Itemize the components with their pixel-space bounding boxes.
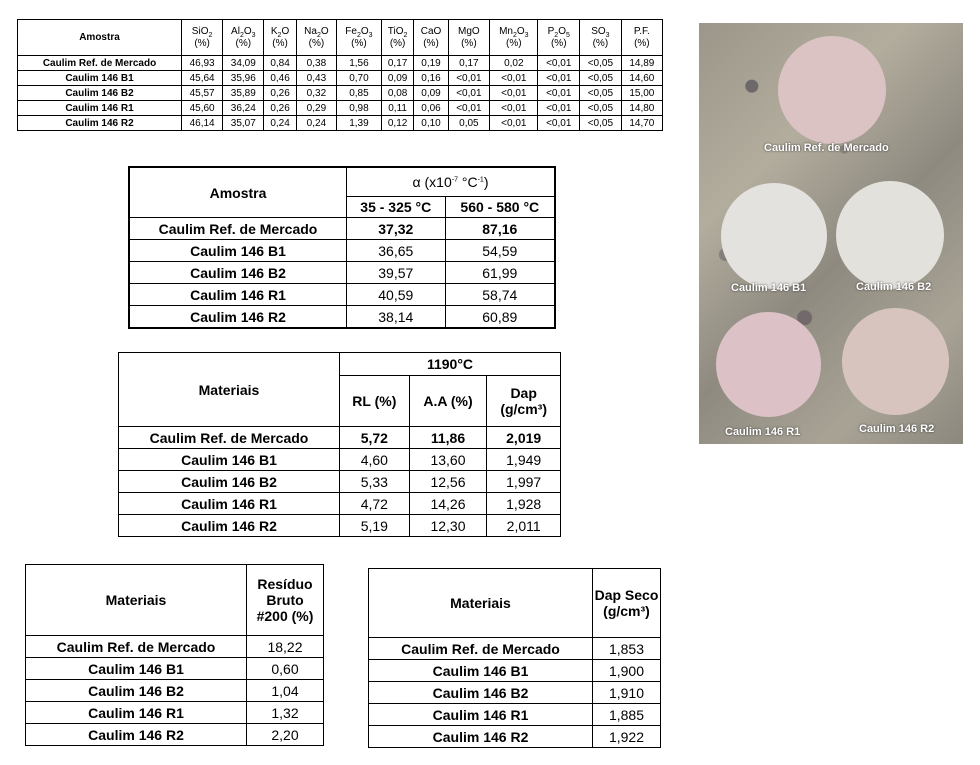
alpha-header-coefficient: α ($x10^{-7}$ $^\circ C^{-1}$) xyxy=(347,167,556,197)
composition-cell: 45,64 xyxy=(182,71,223,86)
composition-cell: 0,10 xyxy=(414,116,448,131)
sample-disc-b2 xyxy=(836,181,944,289)
composition-row-name: Caulim 146 B1 xyxy=(18,71,182,86)
alpha-cell-range-2: 87,16 xyxy=(445,218,555,240)
residue-row xyxy=(26,724,324,746)
firing-cell-rl: 5,33 xyxy=(340,471,410,493)
composition-row-name: Caulim Ref. de Mercado xyxy=(18,56,182,71)
composition-header-row xyxy=(18,20,663,56)
residue-cell-value: 2,20 xyxy=(247,724,324,746)
firing-header-temperature: 1190°C xyxy=(340,353,561,376)
composition-cell: 0,43 xyxy=(296,71,336,86)
col-al2o3: $Al_2O_3$ (%) xyxy=(223,20,264,56)
composition-cell: 0,70 xyxy=(337,71,382,86)
composition-cell: 0,98 xyxy=(337,101,382,116)
col-tio2: TiO$_2$ (%) xyxy=(381,20,414,56)
residue-row xyxy=(26,636,324,658)
dry-density-row-name: Caulim 146 R1 xyxy=(369,704,593,726)
dry-density-row-name: Caulim Ref. de Mercado xyxy=(369,638,593,660)
composition-cell: 35,96 xyxy=(223,71,264,86)
composition-cell: 0,19 xyxy=(414,56,448,71)
dry-density-row-name: Caulim 146 B1 xyxy=(369,660,593,682)
alpha-cell-range-1: 40,59 xyxy=(347,284,446,306)
alpha-cell-range-1: 37,32 xyxy=(347,218,446,240)
composition-cell: <0,01 xyxy=(490,86,538,101)
residue-row-name: Caulim 146 R2 xyxy=(26,724,247,746)
dry-density-header-materiais: Materiais xyxy=(369,569,593,638)
alpha-row xyxy=(129,262,555,284)
firing-cell-rl: 4,72 xyxy=(340,493,410,515)
composition-cell: 0,85 xyxy=(337,86,382,101)
dry-density-row xyxy=(369,660,661,682)
composition-cell: 0,02 xyxy=(490,56,538,71)
composition-cell: 0,29 xyxy=(296,101,336,116)
composition-cell: <0,01 xyxy=(490,71,538,86)
firing-row-name: Caulim 146 B2 xyxy=(119,471,340,493)
firing-cell-aa: 13,60 xyxy=(409,449,487,471)
composition-cell: 0,84 xyxy=(264,56,296,71)
alpha-cell-range-2: 54,59 xyxy=(445,240,555,262)
composition-row xyxy=(18,116,663,131)
dry-density-cell-value: 1,885 xyxy=(593,704,661,726)
composition-cell: 14,80 xyxy=(621,101,662,116)
firing-header-materiais: Materiais xyxy=(119,353,340,427)
dry-density-table xyxy=(368,568,661,748)
firing-row xyxy=(119,449,561,471)
composition-cell: 0,09 xyxy=(414,86,448,101)
composition-cell: <0,05 xyxy=(580,116,622,131)
firing-row xyxy=(119,515,561,537)
firing-cell-aa: 14,26 xyxy=(409,493,487,515)
alpha-row-name: Caulim 146 R2 xyxy=(129,306,347,329)
composition-cell: 14,70 xyxy=(621,116,662,131)
firing-row xyxy=(119,427,561,449)
alpha-cell-range-1: 38,14 xyxy=(347,306,446,329)
composition-header-amostra: Amostra xyxy=(18,20,182,56)
alpha-row-name: Caulim 146 R1 xyxy=(129,284,347,306)
col-so3: $SO_3$ (%) xyxy=(580,20,622,56)
alpha-row xyxy=(129,240,555,262)
firing-col-dap: Dap (g/cm³) xyxy=(487,376,561,427)
firing-cell-dap: 2,019 xyxy=(487,427,561,449)
dry-density-cell-value: 1,910 xyxy=(593,682,661,704)
firing-col-rl: RL (%) xyxy=(340,376,410,427)
composition-cell: <0,01 xyxy=(538,86,580,101)
composition-row xyxy=(18,56,663,71)
alpha-col-range-2: 560 - 580 °C xyxy=(445,197,555,218)
alpha-cell-range-1: 39,57 xyxy=(347,262,446,284)
composition-cell: 35,07 xyxy=(223,116,264,131)
dry-density-header-row xyxy=(369,569,661,638)
alpha-cell-range-2: 60,89 xyxy=(445,306,555,329)
composition-cell: 14,89 xyxy=(621,56,662,71)
residue-header-materiais: Materiais xyxy=(26,565,247,636)
composition-cell: <0,01 xyxy=(490,116,538,131)
dry-density-cell-value: 1,922 xyxy=(593,726,661,748)
composition-cell: <0,05 xyxy=(580,56,622,71)
dry-density-cell-value: 1,853 xyxy=(593,638,661,660)
firing-cell-rl: 5,19 xyxy=(340,515,410,537)
composition-cell: <0,01 xyxy=(448,71,490,86)
alpha-row xyxy=(129,284,555,306)
residue-row xyxy=(26,658,324,680)
dry-density-row xyxy=(369,682,661,704)
composition-row-name: Caulim 146 B2 xyxy=(18,86,182,101)
composition-cell: <0,01 xyxy=(448,86,490,101)
sample-label-b2: Caulim 146 B2 xyxy=(856,281,932,293)
composition-cell: <0,01 xyxy=(448,101,490,116)
composition-cell: <0,05 xyxy=(580,101,622,116)
residue-header-row xyxy=(26,565,324,636)
residue-row xyxy=(26,702,324,724)
composition-cell: 45,60 xyxy=(182,101,223,116)
alpha-cell-range-1: 36,65 xyxy=(347,240,446,262)
dry-density-row-name: Caulim 146 R2 xyxy=(369,726,593,748)
alpha-row-name: Caulim 146 B2 xyxy=(129,262,347,284)
composition-cell: <0,05 xyxy=(580,86,622,101)
composition-cell: 46,93 xyxy=(182,56,223,71)
samples-photo xyxy=(699,23,963,444)
composition-cell: 0,06 xyxy=(414,101,448,116)
composition-row xyxy=(18,101,663,116)
firing-cell-rl: 5,72 xyxy=(340,427,410,449)
firing-row-name: Caulim 146 B1 xyxy=(119,449,340,471)
composition-cell: <0,01 xyxy=(538,101,580,116)
composition-cell: <0,05 xyxy=(580,71,622,86)
firing-cell-dap: 1,928 xyxy=(487,493,561,515)
dry-density-cell-value: 1,900 xyxy=(593,660,661,682)
composition-cell: 0,32 xyxy=(296,86,336,101)
residue-row-name: Caulim 146 B1 xyxy=(26,658,247,680)
composition-cell: 0,24 xyxy=(264,116,296,131)
sample-disc-r1 xyxy=(716,312,821,417)
alpha-table xyxy=(128,166,556,329)
composition-cell: 36,24 xyxy=(223,101,264,116)
composition-cell: 0,16 xyxy=(414,71,448,86)
residue-cell-value: 0,60 xyxy=(247,658,324,680)
composition-cell: 15,00 xyxy=(621,86,662,101)
alpha-row xyxy=(129,306,555,329)
composition-cell: 0,05 xyxy=(448,116,490,131)
composition-cell: 14,60 xyxy=(621,71,662,86)
firing-row xyxy=(119,493,561,515)
composition-cell: 1,39 xyxy=(337,116,382,131)
composition-cell: 0,24 xyxy=(296,116,336,131)
firing-col-aa: A.A (%) xyxy=(409,376,487,427)
firing-header-row-1 xyxy=(119,353,561,376)
col-fe2o3: $Fe_2O_3$ (%) xyxy=(337,20,382,56)
composition-row-name: Caulim 146 R1 xyxy=(18,101,182,116)
dry-density-row xyxy=(369,726,661,748)
composition-cell: 0,12 xyxy=(381,116,414,131)
composition-table xyxy=(17,19,663,131)
dry-density-row xyxy=(369,704,661,726)
firing-cell-dap: 1,997 xyxy=(487,471,561,493)
residue-row xyxy=(26,680,324,702)
firing-cell-rl: 4,60 xyxy=(340,449,410,471)
sample-label-ref: Caulim Ref. de Mercado xyxy=(764,142,889,154)
firing-cell-dap: 1,949 xyxy=(487,449,561,471)
sample-label-r2: Caulim 146 R2 xyxy=(859,423,935,435)
firing-cell-aa: 11,86 xyxy=(409,427,487,449)
residue-header-value: Resíduo Bruto #200 (%) xyxy=(247,565,324,636)
composition-row xyxy=(18,71,663,86)
col-na2o: $Na_2O$ (%) xyxy=(296,20,336,56)
col-cao: CaO (%) xyxy=(414,20,448,56)
composition-cell: 0,17 xyxy=(381,56,414,71)
col-mgo: MgO (%) xyxy=(448,20,490,56)
alpha-row-name: Caulim 146 B1 xyxy=(129,240,347,262)
composition-cell: <0,01 xyxy=(490,101,538,116)
residue-row-name: Caulim 146 R1 xyxy=(26,702,247,724)
sample-label-b1: Caulim 146 B1 xyxy=(731,282,807,294)
col-pf: P.F. (%) xyxy=(621,20,662,56)
firing-cell-aa: 12,56 xyxy=(409,471,487,493)
alpha-row xyxy=(129,218,555,240)
firing-row-name: Caulim 146 R1 xyxy=(119,493,340,515)
residue-row-name: Caulim 146 B2 xyxy=(26,680,247,702)
composition-cell: 34,09 xyxy=(223,56,264,71)
sample-label-r1: Caulim 146 R1 xyxy=(725,426,801,438)
sample-disc-ref xyxy=(778,36,886,144)
col-sio2: SiO$_2$ (%) xyxy=(182,20,223,56)
composition-cell: <0,01 xyxy=(538,56,580,71)
alpha-cell-range-2: 61,99 xyxy=(445,262,555,284)
composition-cell: 0,26 xyxy=(264,86,296,101)
composition-cell: 1,56 xyxy=(337,56,382,71)
alpha-row-name: Caulim Ref. de Mercado xyxy=(129,218,347,240)
composition-cell: 0,08 xyxy=(381,86,414,101)
composition-cell: 0,17 xyxy=(448,56,490,71)
composition-cell: 0,09 xyxy=(381,71,414,86)
residue-cell-value: 1,32 xyxy=(247,702,324,724)
firing-row-name: Caulim 146 R2 xyxy=(119,515,340,537)
residue-cell-value: 1,04 xyxy=(247,680,324,702)
residue-row-name: Caulim Ref. de Mercado xyxy=(26,636,247,658)
firing-row-name: Caulim Ref. de Mercado xyxy=(119,427,340,449)
composition-cell: 35,89 xyxy=(223,86,264,101)
dry-density-row xyxy=(369,638,661,660)
composition-cell: 45,57 xyxy=(182,86,223,101)
alpha-header-amostra: Amostra xyxy=(129,167,347,218)
composition-cell: 0,11 xyxy=(381,101,414,116)
col-p2o5: $P_2O_5$ (%) xyxy=(538,20,580,56)
composition-row xyxy=(18,86,663,101)
composition-cell: <0,01 xyxy=(538,116,580,131)
firing-cell-dap: 2,011 xyxy=(487,515,561,537)
firing-row xyxy=(119,471,561,493)
col-mn2o3: $Mn_2O_3$ (%) xyxy=(490,20,538,56)
dry-density-row-name: Caulim 146 B2 xyxy=(369,682,593,704)
dry-density-header-value: Dap Seco (g/cm³) xyxy=(593,569,661,638)
alpha-cell-range-2: 58,74 xyxy=(445,284,555,306)
residue-table xyxy=(25,564,324,746)
sample-disc-b1 xyxy=(721,183,827,289)
composition-cell: 0,38 xyxy=(296,56,336,71)
sample-disc-r2 xyxy=(842,308,949,415)
firing-table xyxy=(118,352,561,537)
col-k2o: $K_2O$ (%) xyxy=(264,20,296,56)
firing-cell-aa: 12,30 xyxy=(409,515,487,537)
composition-row-name: Caulim 146 R2 xyxy=(18,116,182,131)
alpha-header-row-1 xyxy=(129,167,555,197)
composition-cell: 0,26 xyxy=(264,101,296,116)
composition-cell: 46,14 xyxy=(182,116,223,131)
composition-cell: 0,46 xyxy=(264,71,296,86)
alpha-col-range-1: 35 - 325 °C xyxy=(347,197,446,218)
composition-cell: <0,01 xyxy=(538,71,580,86)
residue-cell-value: 18,22 xyxy=(247,636,324,658)
